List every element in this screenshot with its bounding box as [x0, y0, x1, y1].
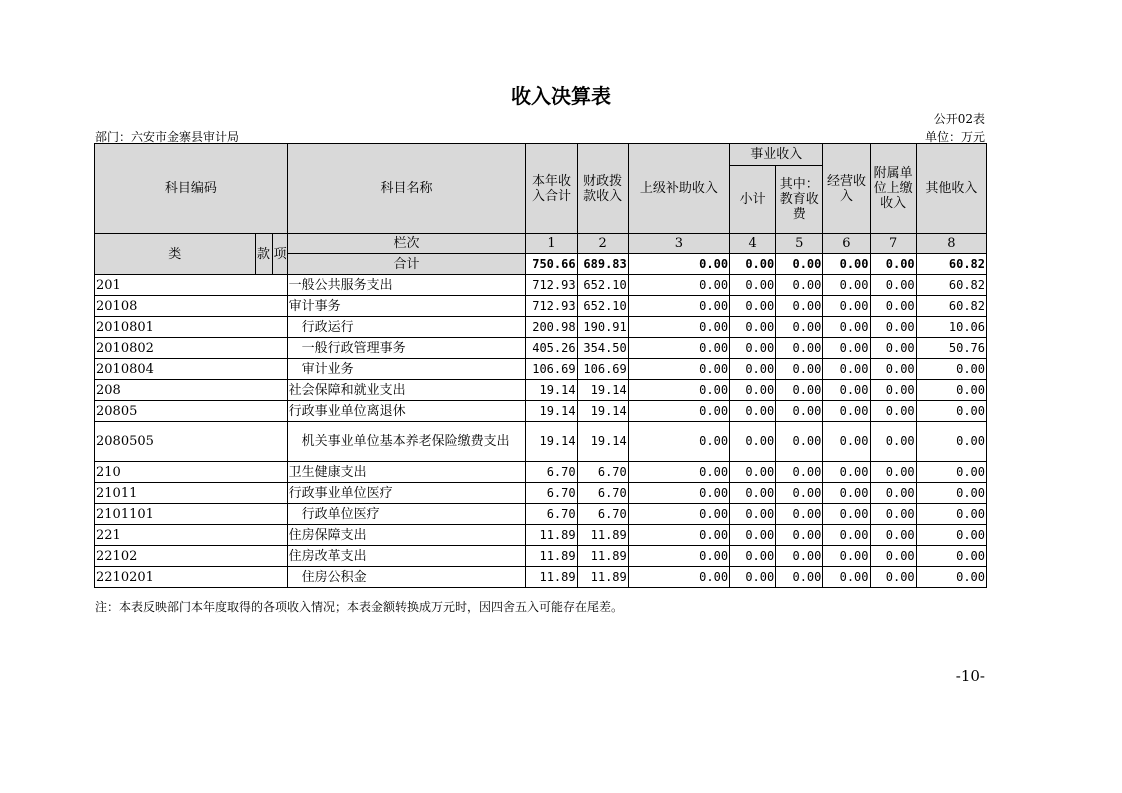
row-value: 0.00 — [916, 504, 986, 525]
row-value: 0.00 — [776, 483, 823, 504]
row-value: 19.14 — [526, 401, 577, 422]
row-code: 20805 — [95, 401, 288, 422]
row-name: 一般行政管理事务 — [287, 338, 526, 359]
col-num: 6 — [823, 234, 870, 254]
row-value: 50.76 — [916, 338, 986, 359]
row-value: 200.98 — [526, 317, 577, 338]
header-business-income: 事业收入 — [730, 144, 823, 166]
row-value: 0.00 — [823, 483, 870, 504]
row-value: 0.00 — [628, 483, 729, 504]
row-value: 0.00 — [823, 462, 870, 483]
row-value: 0.00 — [823, 401, 870, 422]
unit-label: 单位：万元 — [924, 130, 985, 144]
total-cell: 0.00 — [776, 254, 823, 275]
row-value: 0.00 — [628, 422, 729, 462]
row-value: 0.00 — [916, 546, 986, 567]
row-value: 0.00 — [730, 296, 776, 317]
header-edu-fee: 其中：教育收费 — [776, 166, 823, 234]
row-value: 0.00 — [628, 359, 729, 380]
row-name: 行政事业单位离退休 — [287, 401, 526, 422]
row-value: 0.00 — [870, 525, 916, 546]
row-name: 社会保障和就业支出 — [287, 380, 526, 401]
row-code: 22102 — [95, 546, 288, 567]
row-value: 0.00 — [730, 504, 776, 525]
row-name: 一般公共服务支出 — [287, 275, 526, 296]
table-row — [95, 359, 987, 380]
table-row — [95, 401, 987, 422]
table-row — [95, 462, 987, 483]
row-value: 0.00 — [823, 504, 870, 525]
header-operating: 经营收入 — [823, 144, 870, 234]
table-row — [95, 525, 987, 546]
row-name: 行政运行 — [287, 317, 526, 338]
table-row — [95, 504, 987, 525]
footnote: 注：本表反映部门本年度取得的各项收入情况；本表金额转换成万元时，因四舍五入可能存在尾差。 — [95, 600, 624, 614]
row-value: 0.00 — [823, 525, 870, 546]
department-label: 部门：六安市金寨县审计局 — [95, 130, 240, 144]
header-other: 其他收入 — [916, 144, 986, 234]
row-value: 0.00 — [776, 504, 823, 525]
total-cell: 60.82 — [916, 254, 986, 275]
row-value: 0.00 — [776, 546, 823, 567]
row-value: 0.00 — [870, 504, 916, 525]
row-value: 0.00 — [870, 338, 916, 359]
page-title: 收入决算表 — [511, 84, 611, 108]
header-lanci: 栏次 — [287, 234, 526, 254]
table-row — [95, 422, 987, 462]
row-name: 行政单位医疗 — [287, 504, 526, 525]
row-value: 0.00 — [870, 317, 916, 338]
row-value: 0.00 — [628, 504, 729, 525]
row-value: 0.00 — [628, 525, 729, 546]
row-value: 0.00 — [628, 567, 729, 588]
row-value: 0.00 — [776, 359, 823, 380]
row-code: 2010801 — [95, 317, 288, 338]
row-value: 0.00 — [870, 422, 916, 462]
row-value: 0.00 — [870, 546, 916, 567]
row-value: 6.70 — [577, 462, 628, 483]
row-value: 0.00 — [628, 275, 729, 296]
row-value: 190.91 — [577, 317, 628, 338]
row-value: 0.00 — [870, 380, 916, 401]
row-value: 0.00 — [776, 422, 823, 462]
row-code: 2010804 — [95, 359, 288, 380]
table-row — [95, 296, 987, 317]
row-value: 10.06 — [916, 317, 986, 338]
table-row — [95, 567, 987, 588]
row-code: 201 — [95, 275, 288, 296]
row-value: 0.00 — [776, 317, 823, 338]
table-row — [95, 380, 987, 401]
row-value: 0.00 — [730, 380, 776, 401]
row-value: 0.00 — [916, 359, 986, 380]
row-code: 21011 — [95, 483, 288, 504]
row-value: 0.00 — [776, 462, 823, 483]
row-value: 19.14 — [577, 401, 628, 422]
row-value: 0.00 — [870, 296, 916, 317]
row-name: 审计事务 — [287, 296, 526, 317]
header-total-income: 本年收入合计 — [526, 144, 577, 234]
row-name: 机关事业单位基本养老保险缴费支出 — [287, 422, 526, 462]
row-value: 405.26 — [526, 338, 577, 359]
row-value: 0.00 — [776, 401, 823, 422]
row-value: 19.14 — [526, 380, 577, 401]
header-lei: 类 — [95, 234, 256, 275]
row-value: 0.00 — [628, 380, 729, 401]
row-value: 0.00 — [823, 338, 870, 359]
row-value: 712.93 — [526, 296, 577, 317]
header-heji: 合计 — [287, 254, 526, 275]
row-value: 0.00 — [628, 546, 729, 567]
row-value: 11.89 — [577, 567, 628, 588]
col-num: 1 — [526, 234, 577, 254]
row-value: 0.00 — [730, 567, 776, 588]
header-code: 科目编码 — [95, 144, 288, 234]
header-kuan: 款 — [255, 234, 272, 275]
row-value: 0.00 — [916, 567, 986, 588]
row-value: 0.00 — [870, 483, 916, 504]
row-value: 0.00 — [916, 525, 986, 546]
row-value: 0.00 — [823, 296, 870, 317]
row-value: 0.00 — [730, 338, 776, 359]
row-value: 0.00 — [730, 317, 776, 338]
row-value: 0.00 — [916, 380, 986, 401]
row-value: 0.00 — [730, 401, 776, 422]
row-value: 0.00 — [776, 296, 823, 317]
page-number: -10- — [955, 667, 985, 685]
col-num: 2 — [577, 234, 628, 254]
row-code: 2010802 — [95, 338, 288, 359]
row-value: 0.00 — [870, 567, 916, 588]
row-value: 0.00 — [823, 380, 870, 401]
header-fiscal: 财政拨款收入 — [577, 144, 628, 234]
row-code: 2080505 — [95, 422, 288, 462]
col-num: 5 — [776, 234, 823, 254]
row-name: 住房改革支出 — [287, 546, 526, 567]
row-value: 0.00 — [823, 317, 870, 338]
row-value: 19.14 — [577, 380, 628, 401]
row-code: 221 — [95, 525, 288, 546]
row-value: 11.89 — [577, 525, 628, 546]
row-value: 0.00 — [823, 422, 870, 462]
header-xiang: 项 — [272, 234, 287, 275]
row-value: 106.69 — [577, 359, 628, 380]
header-superior-subsidy: 上级补助收入 — [628, 144, 729, 234]
row-value: 106.69 — [526, 359, 577, 380]
row-value: 652.10 — [577, 275, 628, 296]
row-value: 11.89 — [577, 546, 628, 567]
row-name: 卫生健康支出 — [287, 462, 526, 483]
row-name: 住房保障支出 — [287, 525, 526, 546]
row-value: 0.00 — [628, 338, 729, 359]
row-value: 11.89 — [526, 567, 577, 588]
row-name: 行政事业单位医疗 — [287, 483, 526, 504]
row-value: 60.82 — [916, 296, 986, 317]
row-value: 11.89 — [526, 525, 577, 546]
row-value: 0.00 — [776, 380, 823, 401]
row-value: 19.14 — [526, 422, 577, 462]
row-value: 0.00 — [730, 422, 776, 462]
row-value: 712.93 — [526, 275, 577, 296]
row-value: 0.00 — [870, 462, 916, 483]
row-value: 6.70 — [526, 483, 577, 504]
row-code: 2210201 — [95, 567, 288, 588]
row-value: 0.00 — [916, 483, 986, 504]
row-value: 6.70 — [577, 504, 628, 525]
row-value: 0.00 — [628, 296, 729, 317]
table-row — [95, 483, 987, 504]
row-value: 0.00 — [730, 546, 776, 567]
row-value: 6.70 — [526, 462, 577, 483]
row-value: 6.70 — [526, 504, 577, 525]
row-code: 20108 — [95, 296, 288, 317]
header-subtotal: 小计 — [730, 166, 776, 234]
row-value: 0.00 — [823, 567, 870, 588]
row-value: 60.82 — [916, 275, 986, 296]
row-value: 0.00 — [916, 401, 986, 422]
row-value: 0.00 — [730, 483, 776, 504]
col-num: 4 — [730, 234, 776, 254]
row-value: 6.70 — [577, 483, 628, 504]
row-value: 0.00 — [916, 422, 986, 462]
row-name: 审计业务 — [287, 359, 526, 380]
row-value: 0.00 — [776, 525, 823, 546]
row-value: 0.00 — [628, 317, 729, 338]
header-affiliated: 附属单位上缴收入 — [870, 144, 916, 234]
row-value: 0.00 — [823, 546, 870, 567]
row-value: 0.00 — [823, 275, 870, 296]
row-value: 0.00 — [870, 359, 916, 380]
row-value: 0.00 — [776, 567, 823, 588]
row-name: 住房公积金 — [287, 567, 526, 588]
row-value: 19.14 — [577, 422, 628, 462]
row-value: 0.00 — [776, 275, 823, 296]
row-value: 0.00 — [730, 359, 776, 380]
row-value: 354.50 — [577, 338, 628, 359]
income-table — [94, 143, 987, 588]
row-value: 0.00 — [730, 525, 776, 546]
header-name: 科目名称 — [287, 144, 526, 234]
col-num: 8 — [916, 234, 986, 254]
row-value: 0.00 — [870, 275, 916, 296]
row-value: 11.89 — [526, 546, 577, 567]
total-cell: 0.00 — [870, 254, 916, 275]
row-code: 208 — [95, 380, 288, 401]
row-value: 0.00 — [916, 462, 986, 483]
total-cell: 0.00 — [730, 254, 776, 275]
total-cell: 750.66 — [526, 254, 577, 275]
row-value: 0.00 — [776, 338, 823, 359]
row-value: 0.00 — [870, 401, 916, 422]
row-value: 652.10 — [577, 296, 628, 317]
row-value: 0.00 — [823, 359, 870, 380]
row-value: 0.00 — [628, 462, 729, 483]
table-row — [95, 275, 987, 296]
form-number: 公开02表 — [933, 112, 985, 126]
row-value: 0.00 — [628, 401, 729, 422]
row-value: 0.00 — [730, 462, 776, 483]
row-code: 2101101 — [95, 504, 288, 525]
row-code: 210 — [95, 462, 288, 483]
total-cell: 0.00 — [628, 254, 729, 275]
total-cell: 0.00 — [823, 254, 870, 275]
table-row — [95, 338, 987, 359]
col-num: 3 — [628, 234, 729, 254]
table-row — [95, 317, 987, 338]
table-row — [95, 546, 987, 567]
col-num: 7 — [870, 234, 916, 254]
total-cell: 689.83 — [577, 254, 628, 275]
row-value: 0.00 — [730, 275, 776, 296]
